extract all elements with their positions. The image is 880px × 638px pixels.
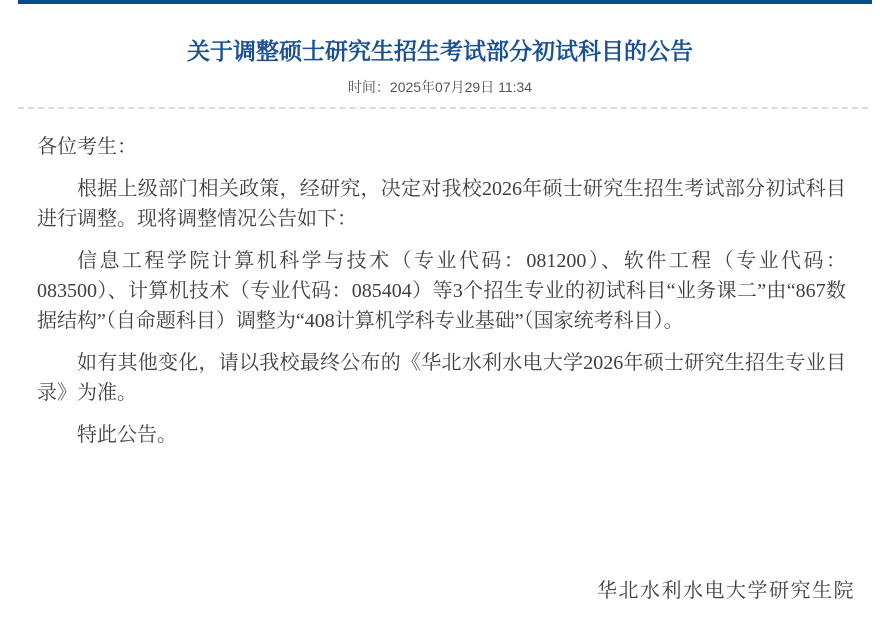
body-paragraph: 根据上级部门相关政策，经研究，决定对我校2026年硕士研究生招生考试部分初试科目进行调整。现将调整情况公告如下：: [37, 178, 846, 230]
publish-time-value: 2025年07月29日 11:34: [389, 79, 533, 95]
page-title: 关于调整硕士研究生招生考试部分初试科目的公告: [187, 38, 693, 64]
publish-time-label: 时间：: [347, 79, 390, 95]
announcement-header: [0, 36, 880, 96]
salutation: 各位考生：: [37, 136, 137, 158]
announcement-body: [37, 132, 846, 450]
body-paragraph: 特此公告。: [77, 424, 177, 446]
body-paragraph: 如有其他变化，请以我校最终公布的《华北水利水电大学2026年硕士研究生招生专业目录》为准。: [37, 352, 846, 404]
top-accent-bar: [18, 0, 872, 4]
publish-time-row: [0, 78, 880, 96]
signature: 华北水利水电大学研究生院: [597, 580, 855, 602]
dashed-divider: [18, 107, 868, 109]
body-paragraph: 信息工程学院计算机科学与技术（专业代码：081200）、软件工程（专业代码：083500）、计算机技术（专业代码：085404）等3个招生专业的初试科目“业务课二”由“867数据结构”（自命题科目）调整为“408计算机学科专业基础”（国家统考科目）。: [37, 250, 846, 332]
